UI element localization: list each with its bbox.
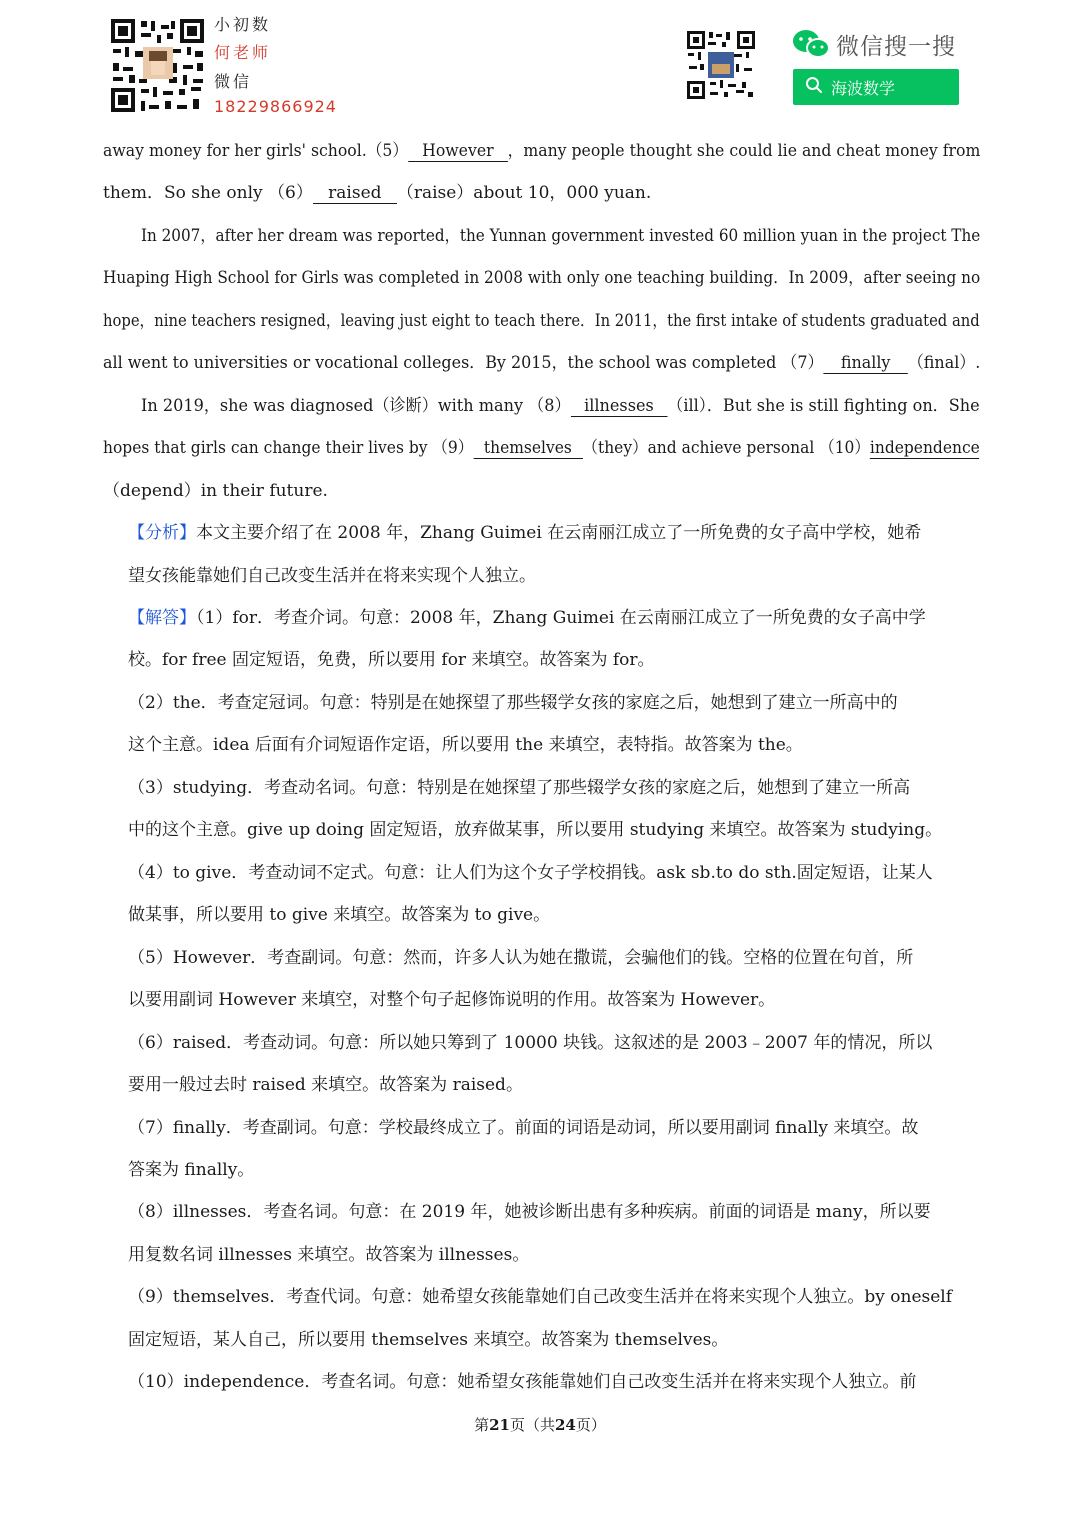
answer-line-7b: 答案为 finally。 bbox=[128, 1160, 255, 1180]
passage-line-9: （depend）in their future. bbox=[103, 481, 328, 501]
qr-code-left bbox=[109, 17, 206, 114]
answer-line-9a: （9）themselves．考查代词。句意：她希望女孩能靠她们自己改变生活并在将来实现个人独立。by oneself bbox=[128, 1287, 953, 1307]
answer-blank-5: However bbox=[408, 141, 508, 162]
wechat-search-button[interactable] bbox=[793, 69, 959, 105]
answer-blank-10: independence bbox=[869, 438, 980, 458]
passage-text: （they）and achieve personal （10） bbox=[582, 438, 870, 458]
search-icon bbox=[805, 76, 823, 98]
passage-line-8 bbox=[103, 436, 979, 460]
answer-line-10a: （10）independence．考查名词。句意：她希望女孩能靠她们自己改变生活并在将来实现个人独立。前 bbox=[128, 1372, 917, 1392]
total-pages: 24 bbox=[555, 1416, 576, 1434]
answer-line-6b: 要用一般过去时 raised 来填空。故答案为 raised。 bbox=[128, 1075, 523, 1095]
answer-line-4a: （4）to give．考查动词不定式。句意：让人们为这个女子学校捐钱。ask sb.to do sth.固定短语，让某人 bbox=[128, 863, 933, 883]
passage-line-7 bbox=[141, 394, 980, 418]
answer-blank-7: finally bbox=[823, 353, 907, 374]
answer-blank-6: raised bbox=[313, 183, 397, 204]
answer-line-2b: 这个主意。idea 后面有介词短语作定语，所以要用 the 来填空，表特指。故答案为 the。 bbox=[128, 735, 803, 755]
qr-code-right bbox=[686, 30, 756, 100]
passage-line-5: hope，nine teachers resigned，leaving just eight to teach there．In 2011，the first intake of students graduated and bbox=[103, 311, 980, 331]
answer-blank-8: illnesses bbox=[571, 396, 668, 417]
page-number: 21 bbox=[489, 1416, 510, 1434]
analysis-line-1 bbox=[128, 521, 921, 545]
passage-text: （raise）about 10，000 yuan. bbox=[396, 183, 652, 203]
handwritten-line-2: 何老师 bbox=[214, 43, 272, 62]
answer-line-5b: 以要用副词 However 来填空，对整个句子起修饰说明的作用。故答案为 However。 bbox=[128, 990, 776, 1010]
passage-text: （final）. bbox=[907, 353, 981, 373]
handwritten-line-3: 微信 bbox=[214, 72, 253, 91]
passage-text: ，many people thought she could lie and cheat money from bbox=[507, 141, 981, 161]
answer-blank-9: themselves bbox=[473, 438, 582, 459]
handwritten-line-1: 小初数 bbox=[214, 15, 272, 34]
passage-text: （ill）．But she is still fighting on．She bbox=[667, 396, 980, 416]
passage-text: them．So she only （6） bbox=[103, 183, 313, 203]
passage-line-6 bbox=[103, 351, 980, 375]
answer-line-1b: 校。for free 固定短语，免费，所以要用 for 来填空。故答案为 for。 bbox=[128, 650, 655, 670]
passage-line-4: Huaping High School for Girls was completed in 2008 with only one teaching building．In 2009，after seeing no bbox=[103, 268, 981, 288]
wechat-icon bbox=[792, 29, 832, 59]
passage-text: all went to universities or vocational colleges．By 2015，the school was completed （7） bbox=[103, 353, 824, 373]
passage-line-1 bbox=[103, 139, 980, 163]
passage-text: In 2019，she was diagnosed（诊断）with many （8） bbox=[141, 396, 571, 416]
passage-text: away money for her girls' school.（5） bbox=[103, 141, 409, 161]
analysis-label: 【分析】 bbox=[128, 523, 196, 543]
answer-line-9b: 固定短语，某人自己，所以要用 themselves 来填空。故答案为 themselves。 bbox=[128, 1330, 729, 1350]
wechat-search-button-label: 海波数学 bbox=[831, 78, 896, 98]
answer-line-8b: 用复数名词 illnesses 来填空。故答案为 illnesses。 bbox=[128, 1245, 530, 1265]
page-footer bbox=[0, 1414, 1080, 1435]
wechat-search-title: 微信搜一搜 bbox=[836, 34, 956, 60]
answer-line-2a: （2）the．考查定冠词。句意：特别是在她探望了那些辍学女孩的家庭之后，她想到了建立一所高中的 bbox=[128, 693, 898, 713]
answer-label: 【解答】 bbox=[128, 608, 196, 628]
passage-line-2 bbox=[103, 181, 651, 205]
analysis-text: 本文主要介绍了在 2008 年，Zhang Guimei 在云南丽江成立了一所免费的女子高中学校，她希 bbox=[196, 523, 922, 543]
answer-line-3b: 中的这个主意。give up doing 固定短语，放弃做某事，所以要用 studying 来填空。故答案为 studying。 bbox=[128, 820, 943, 840]
footer-text: 第 bbox=[474, 1416, 490, 1434]
answer-line-1a bbox=[128, 606, 926, 630]
analysis-line-2: 望女孩能靠她们自己改变生活并在将来实现个人独立。 bbox=[128, 566, 536, 586]
answer-line-5a: （5）However．考查副词。句意：然而，许多人认为她在撒谎，会骗他们的钱。空格的位置在句首，所 bbox=[128, 948, 914, 968]
answer-line-8a: （8）illnesses．考查名词。句意：在 2019 年，她被诊断出患有多种疾病。前面的词语是 many，所以要 bbox=[128, 1202, 931, 1222]
footer-text: 页（共 bbox=[509, 1416, 555, 1434]
answer-line-3a: （3）studying．考查动名词。句意：特别是在她探望了那些辍学女孩的家庭之后，她想到了建立一所高 bbox=[128, 778, 911, 798]
phone-number: 18229866924 bbox=[214, 97, 337, 116]
answer-text: （1）for．考查介词。句意：2008 年，Zhang Guimei 在云南丽江成立了一所免费的女子高中学 bbox=[196, 608, 926, 628]
passage-line-3: In 2007，after her dream was reported，the Yunnan government invested 60 million yuan in the project The bbox=[141, 226, 981, 246]
answer-line-6a: （6）raised．考查动词。句意：所以她只筹到了 10000 块钱。这叙述的是 2003﹣2007 年的情况，所以 bbox=[128, 1033, 933, 1053]
passage-text: hopes that girls can change their lives by （9） bbox=[103, 438, 474, 458]
answer-line-7a: （7）finally．考查副词。句意：学校最终成立了。前面的词语是动词，所以要用副词 finally 来填空。故 bbox=[128, 1118, 919, 1138]
footer-text: 页） bbox=[575, 1416, 606, 1434]
answer-line-4b: 做某事，所以要用 to give 来填空。故答案为 to give。 bbox=[128, 905, 551, 925]
